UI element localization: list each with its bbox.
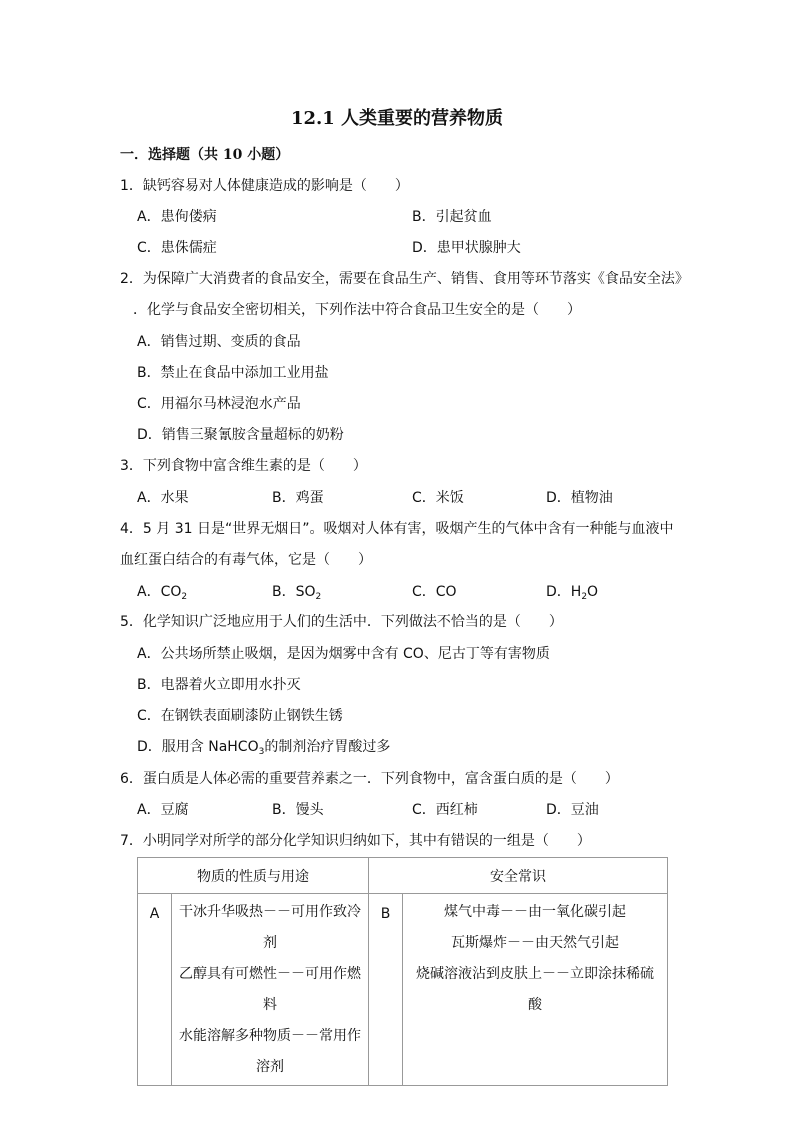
question-2-stem-line2: ．化学与食品安全密切相关，下列作法中符合食品卫生安全的是（ ）: [133, 302, 581, 318]
subscript: 2: [581, 592, 588, 602]
formula-text: O: [587, 584, 599, 600]
question-2-option-d[interactable]: D．销售三聚氰胺含量超标的奶粉: [137, 427, 344, 443]
question-2-stem-line1: 2．为保障广大消费者的食品安全，需要在食品生产、销售、食用等环节落实《食品安全法》: [120, 271, 689, 287]
question-4-stem-line2: 血红蛋白结合的有毒气体，它是（ ）: [120, 552, 372, 568]
question-1-option-a[interactable]: A．患佝偻病: [137, 209, 217, 225]
question-5-stem: 5．化学知识广泛地应用于人们的生活中．下列做法不恰当的是（ ）: [120, 614, 563, 630]
table-header-row: [138, 858, 668, 894]
table-cell-right: [403, 894, 668, 1086]
table-header-right: 安全常识: [369, 858, 668, 894]
table-header-left: 物质的性质与用途: [138, 858, 369, 894]
question-4-option-a[interactable]: [137, 583, 187, 601]
knowledge-table: [137, 857, 668, 1086]
question-2-option-c[interactable]: C．用福尔马林浸泡水产品: [137, 396, 301, 412]
question-5-option-b[interactable]: B．电器着火立即用水扑灭: [137, 677, 301, 693]
question-2-option-b[interactable]: B．禁止在食品中添加工业用盐: [137, 365, 329, 381]
table-cell-line: 干冰升华吸热－－可用作致冷剂: [179, 904, 361, 951]
formula-text: A．CO: [137, 584, 182, 600]
section-heading: 一．选择题（共 10 小题）: [120, 147, 290, 163]
formula-text: 的制剂治疗胃酸过多: [264, 739, 391, 755]
subscript: 2: [315, 592, 322, 602]
table-label-b: B: [369, 894, 403, 1086]
question-1-option-c[interactable]: C．患侏儒症: [137, 240, 217, 256]
question-4-option-d[interactable]: [546, 583, 598, 601]
table-cell-left: [172, 894, 369, 1086]
question-1-stem: 1．缺钙容易对人体健康造成的影响是（ ）: [120, 178, 409, 194]
question-3-option-c[interactable]: C．米饭: [412, 490, 464, 506]
formula-text: B．SO: [272, 584, 316, 600]
table-row: [138, 894, 668, 1086]
question-5-option-d[interactable]: [137, 738, 390, 756]
question-3-option-a[interactable]: A．水果: [137, 490, 189, 506]
table-cell-line: 水能溶解多种物质－－常用作溶剂: [179, 1028, 361, 1075]
table-cell-line: 烧碱溶液沾到皮肤上－－立即涂抹稀硫: [416, 966, 654, 982]
question-7-stem: 7．小明同学对所学的部分化学知识归纳如下，其中有错误的一组是（ ）: [120, 833, 591, 849]
question-5-option-c[interactable]: C．在钢铁表面刷漆防止钢铁生锈: [137, 708, 343, 724]
question-2-option-a[interactable]: A．销售过期、变质的食品: [137, 334, 301, 350]
table-cell-line: 煤气中毒－－由一氧化碳引起: [444, 904, 626, 920]
question-6-option-c[interactable]: C．西红柿: [412, 802, 478, 818]
table-cell-line: 乙醇具有可燃性－－可用作燃料: [179, 966, 361, 1013]
question-3-stem: 3．下列食物中富含维生素的是（ ）: [120, 458, 367, 474]
question-6-stem: 6．蛋白质是人体必需的重要营养素之一．下列食物中，富含蛋白质的是（ ）: [120, 771, 619, 787]
question-6-option-a[interactable]: A．豆腐: [137, 802, 189, 818]
question-4-option-b[interactable]: [272, 583, 321, 601]
subscript: 2: [181, 592, 188, 602]
question-3-option-b[interactable]: B．鸡蛋: [272, 490, 324, 506]
formula-text: D．服用含 NaHCO: [137, 739, 259, 755]
question-6-option-d[interactable]: D．豆油: [546, 802, 599, 818]
document-title: 12.1 人类重要的营养物质: [290, 108, 504, 129]
table-label-a: A: [138, 894, 172, 1086]
question-1-option-d[interactable]: D．患甲状腺肿大: [412, 240, 521, 256]
table-cell-line: 酸: [528, 997, 542, 1013]
formula-text: D．H: [546, 584, 582, 600]
question-4-option-c[interactable]: C．CO: [412, 584, 457, 600]
table-cell-line: 瓦斯爆炸－－由天然气引起: [451, 935, 619, 951]
question-4-stem-line1: 4．5 月 31 日是“世界无烟日”。吸烟对人体有害，吸烟产生的气体中含有一种能与血液中: [120, 521, 674, 537]
question-1-option-b[interactable]: B．引起贫血: [412, 209, 492, 225]
subscript: 3: [258, 747, 265, 757]
question-6-option-b[interactable]: B．馒头: [272, 802, 324, 818]
question-3-option-d[interactable]: D．植物油: [546, 490, 613, 506]
question-5-option-a[interactable]: A．公共场所禁止吸烟，是因为烟雾中含有 CO、尼古丁等有害物质: [137, 646, 550, 662]
